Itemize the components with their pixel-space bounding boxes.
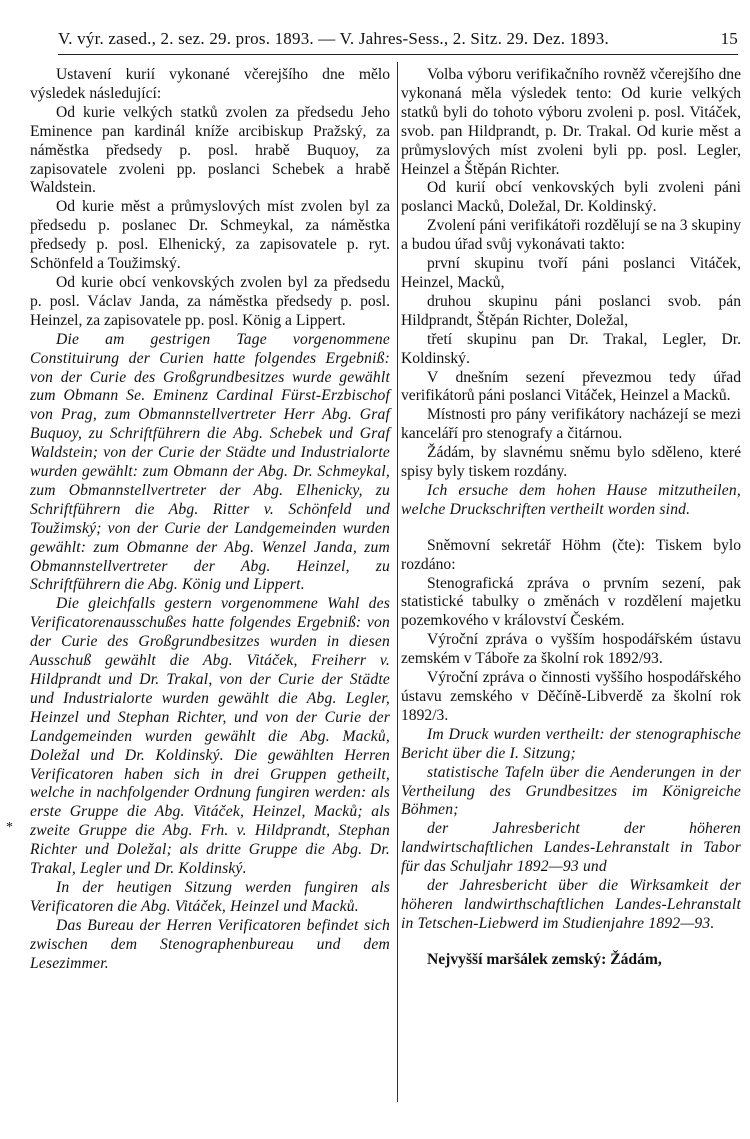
paragraph-de-druck: Im Druck wurden vertheilt: der stenographische Bericht über die I. Sitzung;	[401, 725, 741, 762]
paragraph-kurie-intro: Ustavení kurií vykonané včerejšího dne mělo výsledek následující:	[30, 66, 390, 102]
paragraph-sekretar: Sněmovní sekretář Höhm (čte): Tiskem bylo rozdáno:	[401, 536, 741, 573]
paragraph-mistnosti: Místnosti pro pány verifikátory nacházejí se mezi kanceláří pro stenografy a čitárnou.	[401, 406, 741, 443]
paragraph-kurie-mesta: Od kurie měst a průmyslových míst zvolen byl za předsedu p. poslanec Dr. Schmeykal, za náměstka předsedy p. posl. Elhenický, za zapisovatele p. ryt. Schönfeld a Toužimský.	[30, 198, 390, 273]
paragraph-de-tabor: der Jahresbericht der höheren landwirtschaftlichen Landes-Lehranstalt in Tabor für das Schuljahr 1892—93 und	[401, 820, 741, 876]
paragraph-de-heutige-sitzung: In der heutigen Sitzung werden fungiren als Verificatoren die Abg. Vitáček, Heinzel und Macků.	[30, 878, 390, 915]
running-header	[58, 24, 738, 55]
header-title: V. výr. zased., 2. sez. 29. pros. 1893. — V. Jahres-Sess., 2. Sitz. 29. Dez. 1893.	[58, 29, 609, 48]
paragraph-volba-verifikace: Volba výboru verifikačního rovněž včerejšího dne vykonaná měla výsledek tento: Od kurie velkých statků byli do tohoto výboru zvoleni p. posl. Vitáček, svob. pan Hildprandt, p. Dr. Trakal. Od kurie měst a průmyslových míst zvoleni byli pp. posl. Legler, Heinzel a Štěpán Richter.	[401, 66, 741, 178]
paragraph-kurie-velkostatek: Od kurie velkých statků zvolen za předsedu Jeho Eminence pan kardinál kníže arcibiskup Pražský, za náměstka předsedy p. posl. hrabě Buquoy, za zapisovatele zvoleni pp. poslanci Schebek a hrabě Waldstein.	[30, 103, 390, 197]
paragraph-de-verificatoren: Die gleichfalls gestern vorgenommene Wahl des Verificatorenausschußes hatte folgendes Ergebniß: von der Curie des Großgrundbesitzes wurden in diesen Ausschuß gewählt die Abg. Vitáček, Freiherr v. Hildprandt und Dr. Trakal, von der Curie der Städte und Industrialorte wurden gewählt die Abg. Legler, Heinzel und Stephan Richter, und von der Curie der Landgemeinden wurden gewählt die Abg. Macků, Doležal und Dr. Koldinský. Die gewählten Herren Verificatoren haben sich in drei Gruppen getheilt, welche in nachfolgender Ordnung fungiren werden: als erste Gruppe die Abg. Vitáček, Heinzel, Macků; als zweite Gruppe die Abg. Frh. v. Hildprandt, Stephan Richter und Doležal; als dritte Gruppe die Abg. Dr. Trakal, Legler und Dr. Koldinský.	[30, 595, 390, 878]
paragraph-de-bureau: Das Bureau der Herren Verificatoren befindet sich zwischen dem Stenographenbureau und dem Lesezimmer.	[30, 916, 390, 972]
paragraph-vyrocni-tabor: Výroční zpráva o vyšším hospodářském ústavu zemském v Táboře za školní rok 1892/93.	[401, 631, 741, 668]
paragraph-obce-venkovske: Od kurií obcí venkovských byli zvoleni páni poslanci Macků, Doležal, Dr. Koldinský.	[401, 179, 741, 216]
right-column	[401, 66, 741, 970]
paragraph-dnesni-sezeni: V dnešním sezení převezmou tedy úřad verifikátorů páni poslanci Vitáček, Heinzel a Macků.	[401, 368, 741, 405]
paragraph-skupiny: Zvolení páni verifikátoři rozdělují se na 3 skupiny a budou úřad svůj vykonávati takto:	[401, 217, 741, 254]
page-number: 15	[720, 29, 738, 48]
paragraph-de-tetschen: der Jahresbericht über die Wirksamkeit der höheren landwirthschaftlichen Landes-Lehranstalt in Tetschen-Liebwerd im Studienjahre 1892—93.	[401, 877, 741, 932]
left-column	[30, 66, 390, 974]
margin-asterisk: *	[6, 820, 13, 835]
paragraph-de-constituirung: Die am gestrigen Tage vorgenommene Constituirung der Curien hatte folgendes Ergebniß: von der Curie des Großgrundbesitzes wurde gewählt zum Obmann Se. Eminenz Cardinal Fürst-Erzbischof von Prag, zum Obmannstellvertreter Herr Abg. Graf Buquoy, zu Schriftführern die Abg. Schebek und Graf Waldstein; von der Curie der Städte und Industrialorte wurden gewählt: zum Obmann der Abg. Dr. Schmeykal, zum Obmannstellvertreter der Abg. Elhenicky, zu Schriftführern die Abg. Ritter v. Schönfeld und Toužimský; von der Curie der Landgemeinden wurden gewählt: zum Obmanne der Abg. Wenzel Janda, zum Obmannstellvertreter der Abg. Heinzel, zu Schriftführern die Abg. König und Lippert.	[30, 330, 390, 594]
paragraph-kurie-venkov: Od kurie obcí venkovských zvolen byl za předsedu p. posl. Václav Janda, za náměstka předsedy p. posl. Heinzel, za zapisovatele pp. posl. König a Lippert.	[30, 273, 390, 329]
paragraph-treti-skupina: třetí skupinu pan Dr. Trakal, Legler, Dr. Koldinský.	[401, 330, 741, 367]
paragraph-zadam-sdeleni: Žádám, by slavnému sněmu bylo sděleno, které spisy byly tiskem rozdány.	[401, 444, 741, 481]
paragraph-vyrocni-decin: Výroční zpráva o činnosti vyššího hospodářského ústavu zemského v Děčíně-Libverdě za školní rok 1892/3.	[401, 669, 741, 724]
paragraph-de-ersuche: Ich ersuche dem hohen Hause mitzutheilen, welche Druckschriften vertheilt worden sind.	[401, 481, 741, 518]
paragraph-marsalek: Nejvyšší maršálek zemský: Žádám,	[427, 950, 662, 968]
column-divider	[397, 62, 398, 1102]
paragraph-prvni-skupina: první skupinu tvoří páni poslanci Vitáček, Heinzel, Macků,	[401, 255, 741, 291]
paragraph-de-tafeln: statistische Tafeln über die Aenderungen in der Vertheilung des Grundbesitzes im Königreiche Böhmen;	[401, 763, 741, 819]
paragraph-stenograficka-zprava: Stenografická zpráva o prvním sezení, pak statistické tabulky o změnách v rozdělení majetku pozemkového v království Českém.	[401, 574, 741, 630]
paragraph-druha-skupina: druhou skupinu páni poslanci svob. pán Hildprandt, Štěpán Richter, Doležal,	[401, 292, 741, 329]
